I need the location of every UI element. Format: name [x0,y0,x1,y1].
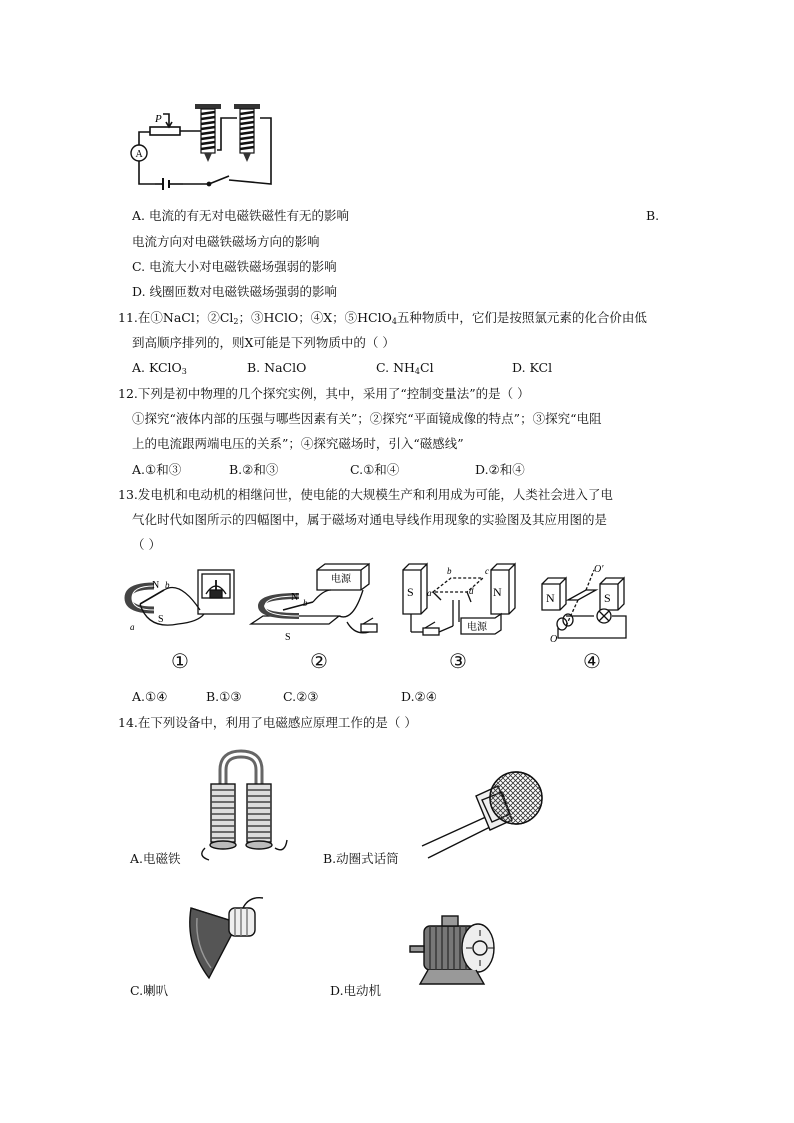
fig4-s-label: S [604,591,611,605]
q13-figure-number-3: ③ [449,649,467,673]
q12-option-a: A.①和③ [132,462,182,477]
q12-stem: 12.下列是初中物理的几个探究实例，其中，采用了“控制变量法”的是（ ） [118,386,530,401]
q11-option-b: B. NaClO [247,360,307,375]
fig4-o-label: O [550,634,558,644]
q10-option-b-marker: B. [646,208,660,223]
q12-option-c: C.①和④ [350,462,400,477]
q13-option-b: B.①③ [206,689,242,704]
fig2-power-label: 电源 [331,574,351,585]
q10-option-b: 电流方向对电磁铁磁场方向的影响 [132,234,320,249]
fig2-s-label: S [285,632,291,642]
fig3-c-label: c [485,566,489,576]
fig3-power-label: 电源 [467,622,487,633]
fig3-s-label: S [407,585,414,599]
q14-stem: 14.在下列设备中，利用了电磁感应原理工作的是（ ） [118,715,417,730]
q13-figure-2 [243,562,388,642]
q14-option-b: B.动圈式话筒 [323,851,399,866]
q11-stem-line1: 11.在①NaCl；$②Cl_2$；③HClO；④X；⑤HClO$_4$五种物质中，它们是按照氯元素的化合价由低 [118,310,647,326]
q13-figure-number-2: ② [310,649,328,673]
ammeter-label: A [135,149,143,160]
q14-loudspeaker-picture [183,892,273,987]
q13-figure-1 [118,560,238,642]
fig3-n-label: N [493,585,502,599]
fig1-a-label: a [130,622,135,632]
fig3-b-label: b [447,566,452,576]
fig1-n-label: N [152,580,160,591]
electromagnet-nail-1 [195,104,221,162]
q14-option-d: D.电动机 [330,983,382,998]
q13-option-a: A.①④ [132,689,168,704]
fig2-n-label: N [291,592,299,603]
q12-item-line1: ①探究“液体内部的压强与哪些因素有关”；②探究“平面镜成像的特点”；③探究“电阻 [132,411,602,426]
q13-stem-line1: 13.发电机和电动机的相继问世，使电能的大规模生产和利用成为可能，人类社会进入了电 [118,487,613,502]
slider-label: P [155,113,162,125]
q12-option-b: B.②和③ [229,462,279,477]
q14-option-c: C.喇叭 [130,983,169,998]
q10-circuit-diagram [125,100,285,192]
fig2-b-label: b [303,598,308,608]
q14-option-a: A.电磁铁 [130,851,181,866]
q11-option-c: C. $NH_4Cl$ [376,360,434,376]
q14-electromagnet-picture [195,748,295,863]
q13-option-d: D.②④ [401,689,437,704]
q13-figure-3 [397,560,522,644]
q12-option-d: D.②和④ [475,462,525,477]
q13-figure-number-1: ① [171,649,189,673]
q11-stem-line2: 到高顺序排列的，则X可能是下列物质中的（ ） [132,335,395,350]
q10-option-d: D. 线圈匝数对电磁铁磁场强弱的影响 [132,284,338,299]
q14-motor-picture [406,908,501,988]
q13-figure-number-4: ④ [583,649,601,673]
fig3-a-label: a [427,588,432,598]
q14-microphone-picture [418,768,543,863]
fig1-s-label: S [158,614,164,625]
q12-item-line2: 上的电流跟两端电压的关系”；④探究磁场时，引入“磁感线” [132,436,464,451]
q11-option-d: D. KCl [512,360,553,375]
q13-stem-line2: 气化时代如图所示的四幅图中，属于磁场对通电导线作用现象的实验图及其应用图的是 [132,512,608,527]
electromagnet-nail-2 [234,104,260,162]
q13-stem-line3: （ ） [132,537,161,552]
q10-option-a: A. 电流的有无对电磁铁磁性有无的影响 [132,208,349,223]
q13-option-c: C.②③ [283,689,319,704]
fig4-o-prime-label: O′ [594,564,604,575]
q10-option-c: C. 电流大小对电磁铁磁场强弱的影响 [132,259,337,274]
fig4-n-label: N [546,591,555,605]
fig1-b-label: b [165,580,170,590]
q11-option-a: A. KClO$_3$ [132,360,187,376]
q13-figure-4 [538,562,638,644]
fig3-d-label: d [469,586,474,596]
